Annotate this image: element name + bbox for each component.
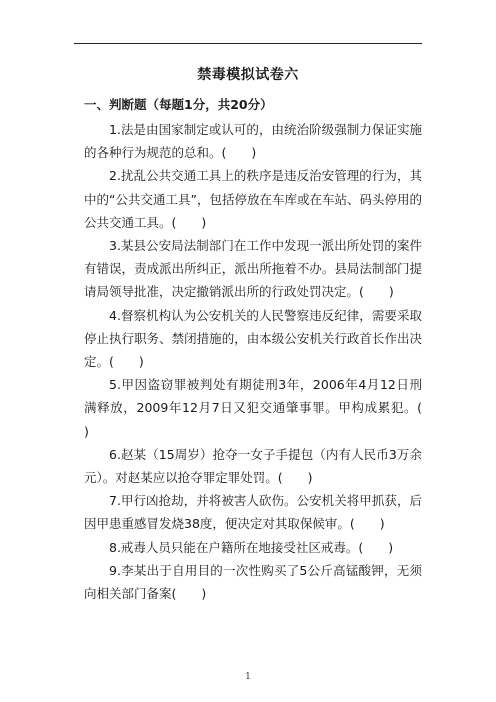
question-6: 6.赵某（15周岁）抢夺一女子手提包（内有人民币3万余元）。对赵某应以抢夺罪定罪处罚。( )	[84, 446, 422, 486]
page-title: 禁毒模拟试卷六	[197, 67, 299, 83]
question-1: 1.法是由国家制定或认可的，由统治阶级强制力保证实施的各种行为规范的总和。( )	[84, 122, 422, 161]
question-8: 8.戒毒人员只能在户籍所在地接受社区戒毒。( )	[109, 539, 394, 555]
header-rule	[74, 43, 422, 44]
question-4: 4.督察机构认为公安机关的人民警察违反纪律，需要采取停止执行职务、禁闭措施的，由本级公安机关行政首长作出决定。( )	[84, 307, 422, 370]
question-2: 2.扰乱公共交通工具上的秩序是违反治安管理的行为，其中的“公共交通工具”，包括停放在车库或在车站、码头停用的公共交通工具。( )	[84, 168, 422, 230]
question-7: 7.甲行凶抢劫，并将被害人砍伤。公安机关将甲抓获，后因甲患重感冒发烧38度，便决定对其取保候审。( )	[84, 493, 422, 532]
question-9: 9.李某出于自用目的一次性购买了5公斤高锰酸钾，无须向相关部门备案( )	[84, 562, 422, 602]
question-list	[84, 118, 448, 605]
question-5: 5.甲因盗窃罪被判处有期徒刑3年，2006年4月12日刑满释放，2009年12月7日又犯交通肇事罪。甲构成累犯。( )	[84, 377, 448, 439]
section-heading: 一、判断题（每题1分，共20分）	[84, 97, 273, 112]
question-3: 3.某县公安局法制部门在工作中发现一派出所处罚的案件有错误，责成派出所纠正，派出所拖着不办。县局法制部门提请局领导批准，决定撤销派出所的行政处罚决定。( )	[84, 238, 422, 300]
page-number: 1	[245, 672, 251, 682]
